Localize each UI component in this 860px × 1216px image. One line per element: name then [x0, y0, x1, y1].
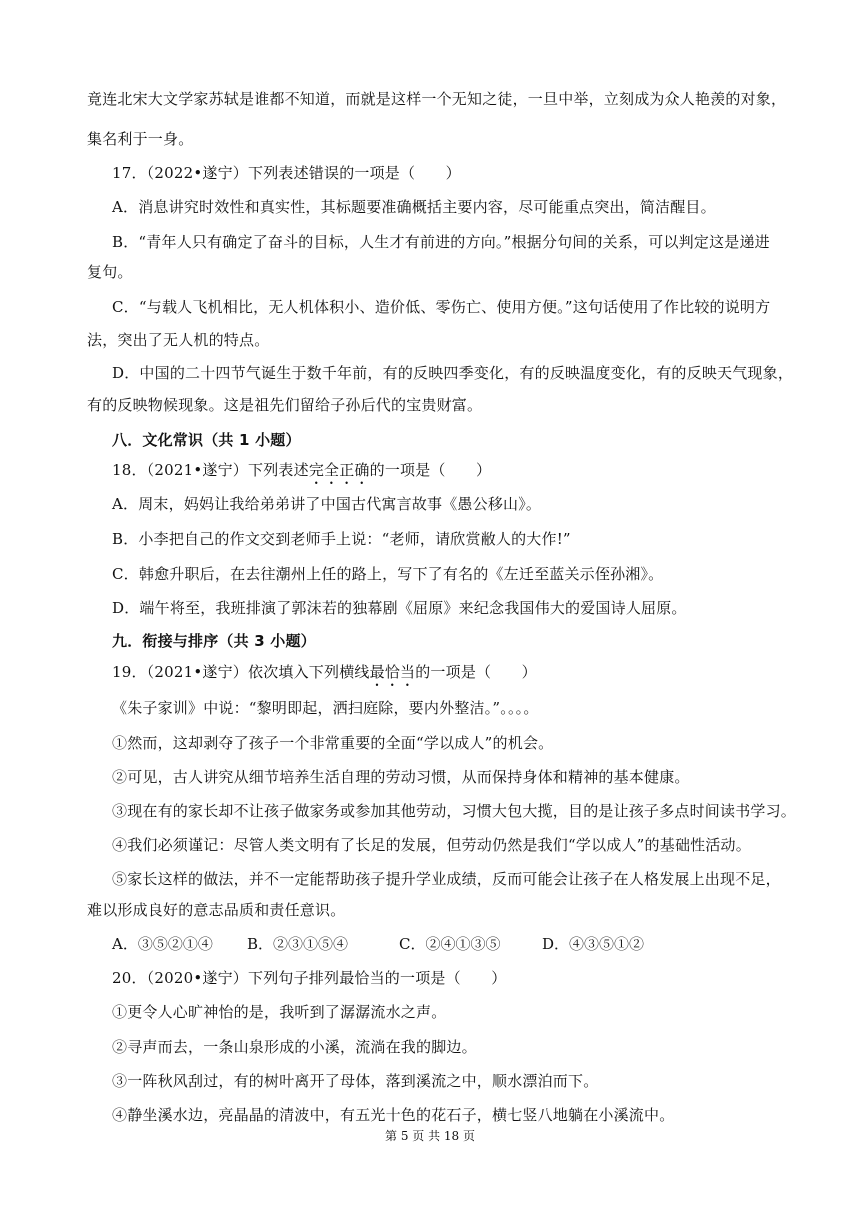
- question-19-sentence-1: ①然而，这却剥夺了孩子一个非常重要的全面“学以成人”的机会。: [112, 734, 554, 752]
- question-17-option-a: A．消息讲究时效性和真实性，其标题要准确概括主要内容，尽可能重点突出，简洁醒目。: [112, 198, 716, 216]
- intro-line: 集名利于一身。: [87, 130, 194, 148]
- section-heading-culture: 八．文化常识（共 1 小题）: [112, 431, 301, 449]
- question-17-option-c-cont: 法，突出了无人机的特点。: [87, 331, 270, 349]
- question-19-sentence-5-cont: 难以形成良好的意志品质和责任意识。: [87, 901, 346, 919]
- question-20-sentence-1: ①更令人心旷神怡的是，我听到了潺潺流水之声。: [112, 1003, 447, 1021]
- question-19-sentence-5: ⑤家长这样的做法，并不一定能帮助孩子提升学业成绩，反而可能会让孩子在人格发展上出现不足，: [112, 870, 781, 888]
- question-18-option-b: B．小李把自己的作文交到老师手上说：“老师，请欣赏敝人的大作!”: [112, 530, 571, 548]
- question-19-sentence-2: ②可见，古人讲究从细节培养生活自理的劳动习惯，从而保持身体和精神的基本健康。: [112, 768, 690, 786]
- question-19-emphasis: 最恰当: [369, 663, 416, 681]
- question-19-quote: 《朱子家训》中说：“黎明即起，洒扫庭除，要内外整洁。”。。。。: [112, 699, 539, 717]
- page-footer: 第 5 页 共 18 页: [385, 1129, 475, 1143]
- question-18-stem-pre: 18．（2021•遂宁）下列表述: [112, 461, 309, 479]
- question-20-stem: 20．（2020•遂宁）下列句子排列最恰当的一项是（ ）: [112, 969, 507, 987]
- question-20-sentence-3: ③一阵秋风刮过，有的树叶离开了母体，落到溪流之中，顺水漂泊而下。: [112, 1072, 599, 1090]
- question-18-stem-post: 的一项是（ ）: [369, 461, 492, 479]
- section-heading-sequencing: 九．衔接与排序（共 3 小题）: [112, 632, 316, 650]
- question-19-stem-post: 的一项是（ ）: [415, 663, 537, 681]
- question-17-option-d: D．中国的二十四节气诞生于数千年前，有的反映四季变化，有的反映温度变化，有的反映天气现象，: [112, 364, 794, 382]
- question-18-emphasis: 完全正确: [308, 461, 370, 479]
- question-20-sentence-4: ④静坐溪水边，亮晶晶的清波中，有五光十色的花石子，横七竖八地躺在小溪流中。: [112, 1106, 675, 1124]
- question-18-option-a: A．周末，妈妈让我给弟弟讲了中国古代寓言故事《愚公移山》。: [112, 495, 542, 513]
- question-18-option-d: D．端午将至，我班排演了郭沫若的独幕剧《屈原》来纪念我国伟大的爱国诗人屈原。: [112, 599, 687, 617]
- question-19-sentence-3: ③现在有的家长却不让孩子做家务或参加其他劳动，习惯大包大揽，目的是让孩子多点时间读书学习。: [112, 802, 797, 820]
- question-17-option-b: B．“青年人只有确定了奋斗的目标，人生才有前进的方向。”根据分句间的关系，可以判定这是递进: [112, 233, 770, 251]
- question-19-stem: [112, 662, 537, 690]
- question-19-option-c: C．②④①③⑤: [399, 935, 501, 953]
- question-19-option-b: B．②③①⑤④: [247, 935, 349, 953]
- question-19-option-a: A．③⑤②①④: [112, 935, 213, 953]
- question-18-stem: [112, 460, 491, 488]
- question-17-option-b-cont: 复句。: [87, 263, 133, 281]
- intro-line: 竟连北宋大文学家苏轼是谁都不知道，而就是这样一个无知之徒，一旦中举，立刻成为众人艳羡的对象，: [87, 90, 787, 108]
- question-19-option-d: D．④③⑤①②: [542, 935, 645, 953]
- question-17-option-c: C．“与载人飞机相比，无人机体积小、造价低、零伤亡、使用方便。”这句话使用了作比较的说明方: [112, 298, 771, 316]
- question-17-option-d-cont: 有的反映物候现象。这是祖先们留给子孙后代的宝贵财富。: [87, 396, 483, 414]
- question-19-sentence-4: ④我们必须谨记：尽管人类文明有了长足的发展，但劳动仍然是我们“学以成人”的基础性活动。: [112, 836, 751, 854]
- question-17-stem: 17．（2022•遂宁）下列表述错误的一项是（ ）: [112, 164, 461, 182]
- question-20-sentence-2: ②寻声而去，一条山泉形成的小溪，流淌在我的脚边。: [112, 1038, 477, 1056]
- question-18-option-c: C．韩愈升职后，在去往潮州上任的路上，写下了有名的《左迁至蓝关示侄孙湘》。: [112, 565, 664, 583]
- question-19-stem-pre: 19．（2021•遂宁）依次填入下列横线: [112, 663, 370, 681]
